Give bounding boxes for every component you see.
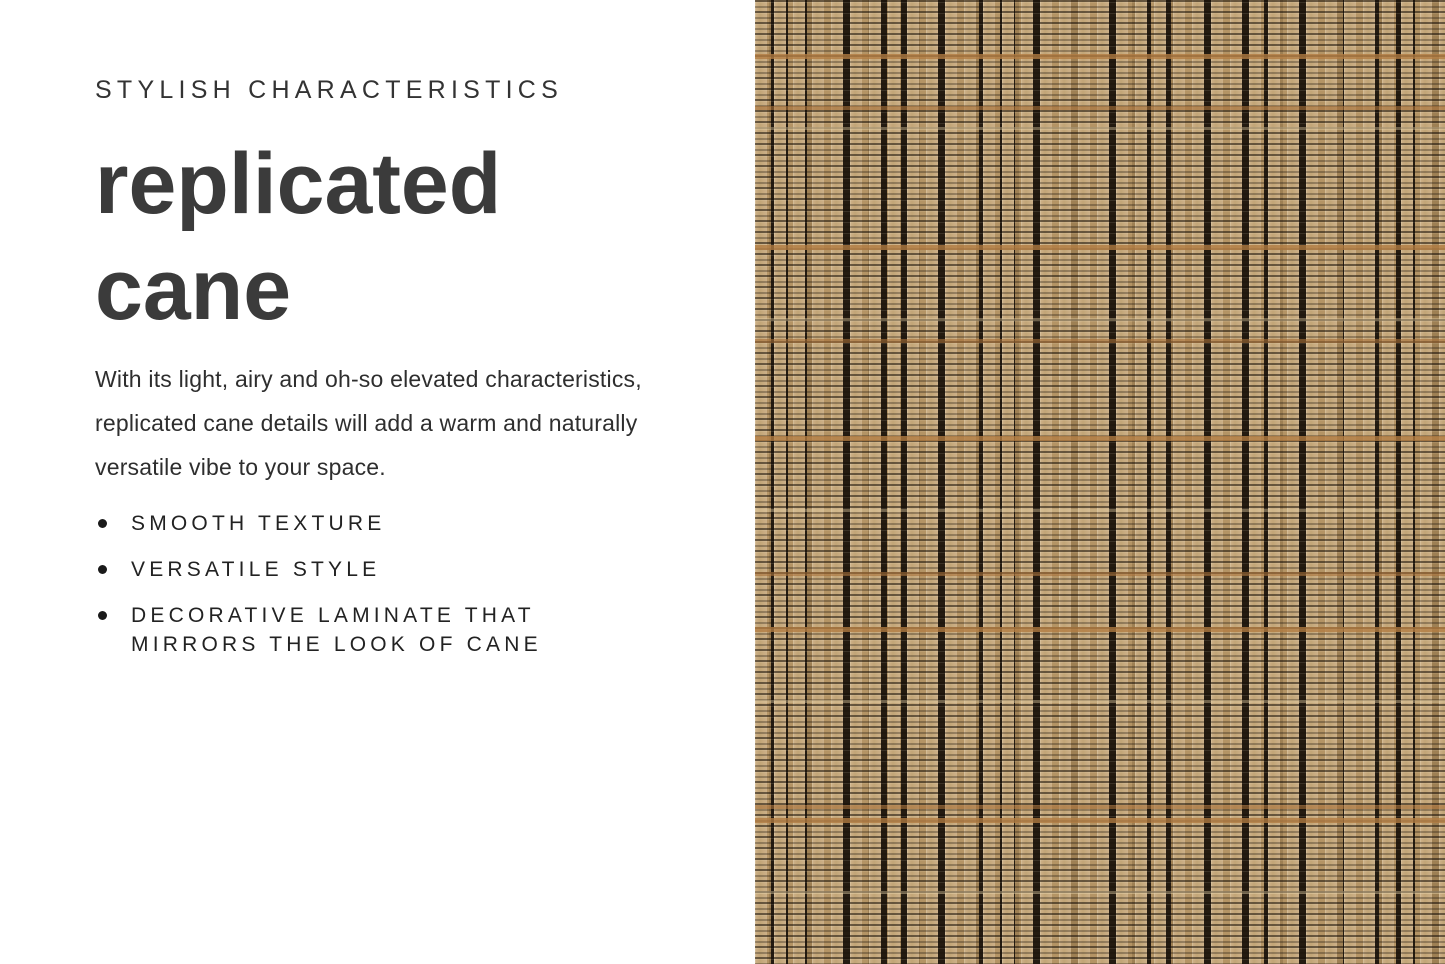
feature-label: VERSATILE STYLE <box>131 558 381 581</box>
bullet-dot-icon <box>98 611 107 620</box>
bullet-dot-icon <box>98 519 107 528</box>
eyebrow-heading: STYLISH CHARACTERISTICS <box>95 76 564 104</box>
page-title: replicated cane <box>95 136 502 338</box>
cane-texture-image <box>755 0 1445 964</box>
feature-item <box>95 601 705 659</box>
bullet-dot-icon <box>98 565 107 574</box>
feature-label: DECORATIVE LAMINATE THAT MIRRORS THE LOOK OF CANE <box>131 604 542 656</box>
feature-label: SMOOTH TEXTURE <box>131 512 386 535</box>
feature-item <box>95 509 705 538</box>
description-paragraph: With its light, airy and oh-so elevated characteristics, replicated cane details will add a warm and naturally versatile vibe to your space. <box>95 366 642 480</box>
feature-item <box>95 555 705 584</box>
feature-list <box>95 509 705 659</box>
